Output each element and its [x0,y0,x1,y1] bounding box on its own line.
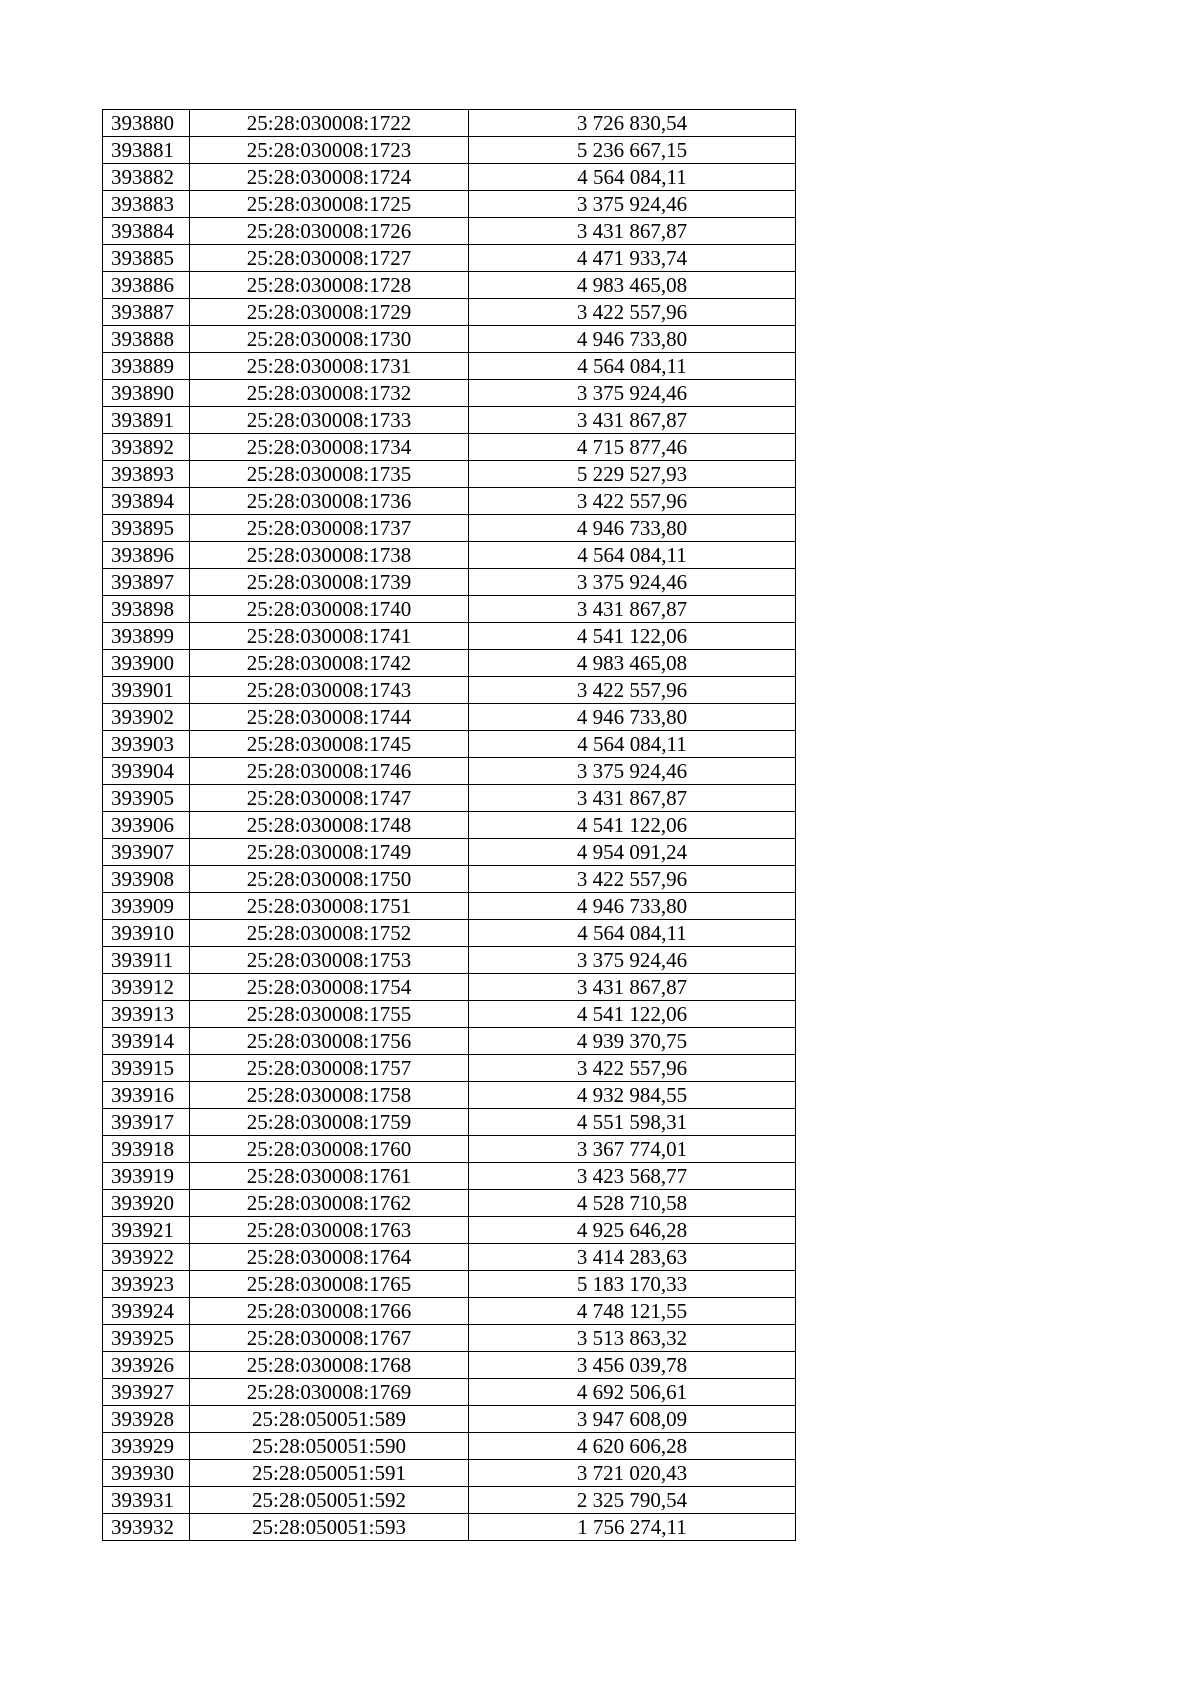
row-number-cell: 393913 [103,1001,190,1028]
table-body [103,110,796,1541]
table-row [103,245,796,272]
cadastral-number-cell: 25:28:030008:1753 [190,947,469,974]
cadastral-value-cell: 3 375 924,46 [469,947,796,974]
table-row [103,677,796,704]
row-number-cell: 393883 [103,191,190,218]
row-number-cell: 393918 [103,1136,190,1163]
cadastral-number-cell: 25:28:030008:1759 [190,1109,469,1136]
table-row [103,1217,796,1244]
cadastral-value-cell: 3 414 283,63 [469,1244,796,1271]
cadastral-number-cell: 25:28:050051:589 [190,1406,469,1433]
row-number-cell: 393891 [103,407,190,434]
row-number-cell: 393903 [103,731,190,758]
table-row [103,1028,796,1055]
row-number-cell: 393899 [103,623,190,650]
cadastral-value-cell: 4 932 984,55 [469,1082,796,1109]
cadastral-value-cell: 3 375 924,46 [469,758,796,785]
cadastral-value-cell: 3 456 039,78 [469,1352,796,1379]
row-number-cell: 393928 [103,1406,190,1433]
row-number-cell: 393932 [103,1514,190,1541]
cadastral-value-cell: 3 375 924,46 [469,569,796,596]
row-number-cell: 393901 [103,677,190,704]
row-number-cell: 393895 [103,515,190,542]
row-number-cell: 393881 [103,137,190,164]
cadastral-number-cell: 25:28:030008:1765 [190,1271,469,1298]
table-row [103,299,796,326]
cadastral-number-cell: 25:28:030008:1732 [190,380,469,407]
cadastral-value-table [102,109,796,1541]
cadastral-number-cell: 25:28:030008:1743 [190,677,469,704]
row-number-cell: 393908 [103,866,190,893]
cadastral-value-cell: 4 954 091,24 [469,839,796,866]
cadastral-value-cell: 3 375 924,46 [469,191,796,218]
cadastral-value-cell: 5 183 170,33 [469,1271,796,1298]
cadastral-number-cell: 25:28:030008:1741 [190,623,469,650]
table-row [103,785,796,812]
cadastral-value-cell: 3 431 867,87 [469,785,796,812]
row-number-cell: 393931 [103,1487,190,1514]
cadastral-number-cell: 25:28:030008:1752 [190,920,469,947]
table-row [103,110,796,137]
table-row [103,974,796,1001]
cadastral-value-cell: 4 715 877,46 [469,434,796,461]
row-number-cell: 393892 [103,434,190,461]
cadastral-number-cell: 25:28:030008:1769 [190,1379,469,1406]
cadastral-value-cell: 3 726 830,54 [469,110,796,137]
cadastral-value-cell: 4 551 598,31 [469,1109,796,1136]
row-number-cell: 393920 [103,1190,190,1217]
cadastral-value-cell: 4 564 084,11 [469,542,796,569]
row-number-cell: 393882 [103,164,190,191]
table-row [103,1352,796,1379]
row-number-cell: 393925 [103,1325,190,1352]
row-number-cell: 393922 [103,1244,190,1271]
row-number-cell: 393921 [103,1217,190,1244]
row-number-cell: 393888 [103,326,190,353]
cadastral-number-cell: 25:28:030008:1748 [190,812,469,839]
table-row [103,596,796,623]
cadastral-number-cell: 25:28:030008:1755 [190,1001,469,1028]
table-row [103,947,796,974]
cadastral-number-cell: 25:28:030008:1726 [190,218,469,245]
row-number-cell: 393914 [103,1028,190,1055]
row-number-cell: 393890 [103,380,190,407]
table-row [103,1433,796,1460]
table-row [103,569,796,596]
row-number-cell: 393906 [103,812,190,839]
table-row [103,272,796,299]
row-number-cell: 393898 [103,596,190,623]
cadastral-value-cell: 3 431 867,87 [469,218,796,245]
cadastral-value-cell: 3 431 867,87 [469,407,796,434]
row-number-cell: 393916 [103,1082,190,1109]
cadastral-value-cell: 4 983 465,08 [469,650,796,677]
table-row [103,1271,796,1298]
cadastral-value-cell: 4 620 606,28 [469,1433,796,1460]
cadastral-value-cell: 4 946 733,80 [469,893,796,920]
row-number-cell: 393910 [103,920,190,947]
cadastral-number-cell: 25:28:030008:1728 [190,272,469,299]
cadastral-value-cell: 3 721 020,43 [469,1460,796,1487]
cadastral-number-cell: 25:28:030008:1751 [190,893,469,920]
cadastral-number-cell: 25:28:030008:1740 [190,596,469,623]
cadastral-number-cell: 25:28:030008:1731 [190,353,469,380]
table-row [103,893,796,920]
cadastral-number-cell: 25:28:030008:1742 [190,650,469,677]
cadastral-number-cell: 25:28:030008:1727 [190,245,469,272]
row-number-cell: 393923 [103,1271,190,1298]
cadastral-number-cell: 25:28:030008:1733 [190,407,469,434]
row-number-cell: 393900 [103,650,190,677]
cadastral-value-cell: 3 422 557,96 [469,866,796,893]
table-row [103,515,796,542]
cadastral-value-cell: 4 925 646,28 [469,1217,796,1244]
cadastral-value-cell: 5 236 667,15 [469,137,796,164]
table-row [103,650,796,677]
table-row [103,758,796,785]
table-row [103,1055,796,1082]
table-row [103,191,796,218]
cadastral-value-cell: 2 325 790,54 [469,1487,796,1514]
cadastral-number-cell: 25:28:030008:1739 [190,569,469,596]
table-row [103,1136,796,1163]
cadastral-number-cell: 25:28:030008:1735 [190,461,469,488]
row-number-cell: 393894 [103,488,190,515]
cadastral-value-cell: 3 367 774,01 [469,1136,796,1163]
cadastral-number-cell: 25:28:030008:1761 [190,1163,469,1190]
cadastral-value-cell: 4 748 121,55 [469,1298,796,1325]
cadastral-value-cell: 3 375 924,46 [469,380,796,407]
table-row [103,866,796,893]
cadastral-value-cell: 3 513 863,32 [469,1325,796,1352]
table-row [103,461,796,488]
row-number-cell: 393904 [103,758,190,785]
table-row [103,1001,796,1028]
row-number-cell: 393884 [103,218,190,245]
table-row [103,704,796,731]
cadastral-value-cell: 3 431 867,87 [469,596,796,623]
cadastral-value-cell: 4 946 733,80 [469,704,796,731]
table-row [103,434,796,461]
row-number-cell: 393896 [103,542,190,569]
row-number-cell: 393886 [103,272,190,299]
cadastral-value-cell: 3 431 867,87 [469,974,796,1001]
cadastral-value-cell: 4 528 710,58 [469,1190,796,1217]
cadastral-number-cell: 25:28:030008:1762 [190,1190,469,1217]
cadastral-number-cell: 25:28:030008:1757 [190,1055,469,1082]
cadastral-value-cell: 4 564 084,11 [469,353,796,380]
cadastral-number-cell: 25:28:030008:1749 [190,839,469,866]
cadastral-number-cell: 25:28:030008:1725 [190,191,469,218]
table-row [103,731,796,758]
row-number-cell: 393897 [103,569,190,596]
row-number-cell: 393927 [103,1379,190,1406]
cadastral-number-cell: 25:28:050051:593 [190,1514,469,1541]
row-number-cell: 393902 [103,704,190,731]
row-number-cell: 393887 [103,299,190,326]
table-row [103,1514,796,1541]
row-number-cell: 393911 [103,947,190,974]
cadastral-value-cell: 4 541 122,06 [469,623,796,650]
cadastral-value-cell: 4 692 506,61 [469,1379,796,1406]
cadastral-number-cell: 25:28:030008:1763 [190,1217,469,1244]
row-number-cell: 393907 [103,839,190,866]
cadastral-value-cell: 4 983 465,08 [469,272,796,299]
cadastral-value-cell: 3 423 568,77 [469,1163,796,1190]
cadastral-number-cell: 25:28:030008:1764 [190,1244,469,1271]
cadastral-value-cell: 4 939 370,75 [469,1028,796,1055]
cadastral-number-cell: 25:28:050051:591 [190,1460,469,1487]
row-number-cell: 393912 [103,974,190,1001]
cadastral-number-cell: 25:28:030008:1745 [190,731,469,758]
row-number-cell: 393930 [103,1460,190,1487]
row-number-cell: 393929 [103,1433,190,1460]
cadastral-number-cell: 25:28:030008:1722 [190,110,469,137]
table-row [103,1082,796,1109]
table-row [103,488,796,515]
cadastral-value-cell: 4 564 084,11 [469,164,796,191]
cadastral-number-cell: 25:28:030008:1729 [190,299,469,326]
row-number-cell: 393926 [103,1352,190,1379]
cadastral-value-cell: 4 946 733,80 [469,326,796,353]
table-row [103,1109,796,1136]
row-number-cell: 393893 [103,461,190,488]
table-row [103,812,796,839]
cadastral-number-cell: 25:28:030008:1734 [190,434,469,461]
table-row [103,1163,796,1190]
table-row [103,920,796,947]
table-row [103,1190,796,1217]
cadastral-number-cell: 25:28:030008:1738 [190,542,469,569]
table-row [103,137,796,164]
cadastral-number-cell: 25:28:030008:1723 [190,137,469,164]
table-row [103,1406,796,1433]
cadastral-number-cell: 25:28:030008:1760 [190,1136,469,1163]
cadastral-value-cell: 3 422 557,96 [469,488,796,515]
cadastral-number-cell: 25:28:030008:1730 [190,326,469,353]
cadastral-value-cell: 5 229 527,93 [469,461,796,488]
cadastral-value-cell: 1 756 274,11 [469,1514,796,1541]
row-number-cell: 393909 [103,893,190,920]
cadastral-value-cell: 3 422 557,96 [469,1055,796,1082]
table-row [103,218,796,245]
cadastral-value-cell: 3 422 557,96 [469,677,796,704]
table-row [103,1379,796,1406]
cadastral-value-cell: 3 422 557,96 [469,299,796,326]
table-row [103,1460,796,1487]
cadastral-number-cell: 25:28:030008:1767 [190,1325,469,1352]
row-number-cell: 393905 [103,785,190,812]
row-number-cell: 393880 [103,110,190,137]
row-number-cell: 393917 [103,1109,190,1136]
cadastral-number-cell: 25:28:030008:1768 [190,1352,469,1379]
cadastral-value-cell: 4 564 084,11 [469,731,796,758]
cadastral-value-cell: 4 471 933,74 [469,245,796,272]
cadastral-number-cell: 25:28:030008:1766 [190,1298,469,1325]
row-number-cell: 393885 [103,245,190,272]
cadastral-number-cell: 25:28:030008:1746 [190,758,469,785]
cadastral-number-cell: 25:28:050051:590 [190,1433,469,1460]
row-number-cell: 393889 [103,353,190,380]
cadastral-number-cell: 25:28:030008:1744 [190,704,469,731]
cadastral-value-cell: 4 946 733,80 [469,515,796,542]
row-number-cell: 393924 [103,1298,190,1325]
row-number-cell: 393915 [103,1055,190,1082]
cadastral-number-cell: 25:28:030008:1754 [190,974,469,1001]
table-row [103,1325,796,1352]
row-number-cell: 393919 [103,1163,190,1190]
table-row [103,164,796,191]
cadastral-value-cell: 4 541 122,06 [469,812,796,839]
table-row [103,353,796,380]
table-row [103,1244,796,1271]
table-row [103,380,796,407]
cadastral-number-cell: 25:28:030008:1750 [190,866,469,893]
table-row [103,1487,796,1514]
cadastral-number-cell: 25:28:050051:592 [190,1487,469,1514]
cadastral-number-cell: 25:28:030008:1756 [190,1028,469,1055]
cadastral-number-cell: 25:28:030008:1724 [190,164,469,191]
cadastral-number-cell: 25:28:030008:1737 [190,515,469,542]
cadastral-number-cell: 25:28:030008:1758 [190,1082,469,1109]
cadastral-number-cell: 25:28:030008:1736 [190,488,469,515]
table-row [103,1298,796,1325]
cadastral-number-cell: 25:28:030008:1747 [190,785,469,812]
table-row [103,407,796,434]
table-row [103,542,796,569]
table-row [103,839,796,866]
table-row [103,623,796,650]
cadastral-value-cell: 4 541 122,06 [469,1001,796,1028]
cadastral-value-cell: 3 947 608,09 [469,1406,796,1433]
cadastral-value-cell: 4 564 084,11 [469,920,796,947]
table-row [103,326,796,353]
